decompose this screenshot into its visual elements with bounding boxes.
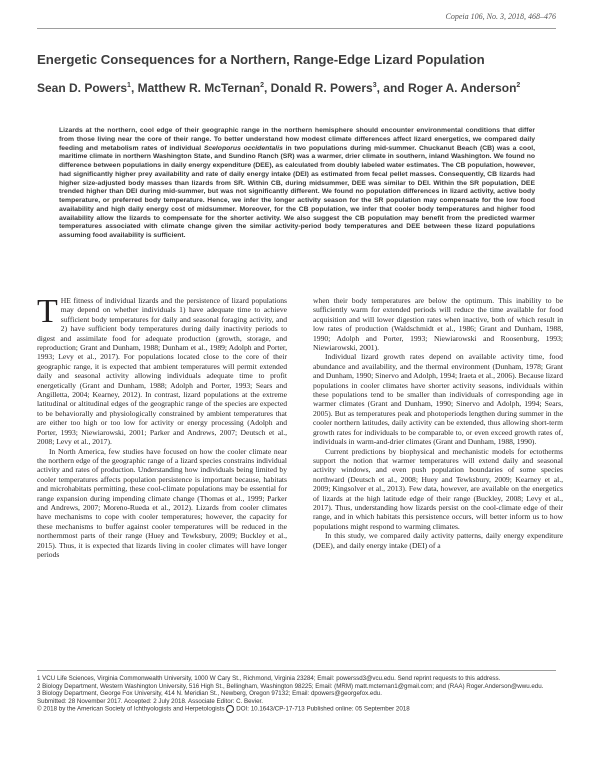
species-name: Sceloporus occidentalis xyxy=(203,144,283,152)
author-affiliation-mark: 3 xyxy=(372,82,377,89)
footnote-rule xyxy=(37,670,556,671)
copyright-text: © 2018 by the American Society of Ichthyologists and Herpetologists xyxy=(37,706,225,714)
affiliation-footnote: 3 Biology Department, George Fox University, 414 N. Meridian St., Newberg, Oregon 97132; Email: dpowers@georgefox.edu. xyxy=(37,690,382,698)
author-affiliation-mark: 2 xyxy=(260,82,264,89)
copyright-line xyxy=(37,705,557,713)
affiliation-footnote: 2 Biology Department, Western Washington University, 516 High St., Bellingham, Washington 98225; Email: (MRM) matt.mcternan1@gmail.com; and (RAA) Roger.Anderson@wwu.edu. xyxy=(37,682,544,690)
body-paragraph: In North America, few studies have focused on how the cooler climate near the northern edge of the geographic range of a lizard species constrains individual activity and rates of production. Understanding how individuals being limited by cooler temperatures affects population persistence is important because, habitats and microhabitats permitting, these cool-climate populations may be essential for range expansion during impending climate change (Thomas et al., 1999; Parker and Andrews, 2007; Moreno-Rueda et al., 2012). Lizards from cooler climates have mechanisms to cope with cooler temperatures; however, the capacity for these mechanisms to buffer against cooler temperatures will be reduced in the northernmost parts of their range (Huey and Tewksbury, 2009; Buckley et al., 2015). Thus, it is expected that lizards living in cooler climates will have longer periods xyxy=(37,446,287,559)
body-paragraph: In this study, we compared daily activity patterns, daily energy expenditure (DEE), and daily energy intake (DEI) of a xyxy=(313,531,563,550)
submission-dates: Submitted: 28 November 2017. Accepted: 2 July 2018. Associate Editor: C. Bevier. xyxy=(37,697,263,705)
author-list: Sean D. Powers$^1$, Matthew R. McTernan$^2$, Donald R. Powers$^3$, and Roger A. Anderson$^2$ xyxy=(37,81,521,95)
body-paragraph: Current predictions by biophysical and mechanistic models for ectotherms support the notion that warmer temperatures will extend daily and seasonal activity windows, and even push population boundaries of some species northward (Deutsch et al., 2008; Huey and Tewksbury, 2009; Kearney et al., 2009; Kingsolver et al., 2013). Few data, however, are available on the energetics of lizards at the high latitude edge of their range (Buckley, 2008; Levy et al., 2017). Thus, understanding how lizards persist on the cool-climate edge of their range, and in which habitats this persistence occurs, will better inform us to how populations might respond to warming climates. xyxy=(313,446,563,531)
body-paragraph: THE fitness of individual lizards and the persistence of lizard populations may depend on whether individuals 1) have adequate time to achieve sufficient body temperatures for daily and seasonal foraging activity, and 2) have sufficient body temperatures during daily inactivity periods to digest and assimilate food for adequate production (growth, storage, and reproduction; Grant and Dunham, 1988; Dunham et al., 1989; Adolph and Porter, 1993; Levy et al., 2017). For populations located close to the core of their geographic range, it is expected that ambient temperatures will permit extended daily and seasonal activity allowing individuals adequate time to profit energetically (Grant and Dunham, 1988; Adolph and Porter, 1993; Sears and Angilletta, 2004; Kearney, 2012). In contrast, lizard populations at the extreme latitudinal or altitudinal edges of the geographic range of the species are expected to be behaviorally and physiologically constrained by ambient temperatures that are either too high or too low for activity or energy processing (Adolph and Porter, 1993; Niewiarowski, 2001; Parker and Andrews, 2007; Deutsch et al., 2008; Levy et al., 2017). xyxy=(37,293,287,447)
body-column-right xyxy=(313,296,563,550)
author-name: Matthew R. McTernan xyxy=(137,81,261,95)
body-column-left xyxy=(37,293,287,559)
journal-citation: Copeia 106, No. 3, 2018, 468–476 xyxy=(445,12,556,21)
body-paragraph: Individual lizard growth rates depend on available activity time, food abundance and availability, and the thermal environment (Dunham, 1978; Grant and Dunham, 1990; Sinervo and Adolph, 1994; Iraeta et al., 2006). Because lizard populations in cooler climates have shorter activity seasons, individuals within these populations tend to be smaller than individuals of corresponding age in warmer climates (Grant and Dunham, 1990; Sinervo and Adolph, 1994; Sears, 2005). But as temperatures peak and photoperiods lengthen during summer in the cooler northern latitudes, daily activity can be extended, thus allowing short-term growth rates for individuals to be comparable to, or even exceed growth rates of, individuals in warm-and-drier climates (Grant and Dunham, 1988, 1990). xyxy=(313,352,563,447)
top-rule xyxy=(37,28,556,29)
author-name: Donald R. Powers xyxy=(270,81,373,95)
abstract: Lizards at the northern, cool edge of their geographic range in the northern hemisphere should encounter environmental conditions that differ from those living near the core of their range. To better understand how modest climate differences affect lizard energetics, we compared daily feeding and metabolism rates of individual Sceloporus occidentalis in two populations during mid-summer. Chuckanut Beach (CB) was a cool, maritime climate in northern Washington State, and Sundino Ranch (SR) was a warmer, drier climate in southern, inland Washington. We found no difference between populations in daily energy expenditure (DEE), as calculated from doubly labeled water estimates. The CB population, however, had significantly higher prey availability and rate of daily energy intake (DEI) as estimated from fecal pellet masses. Consequently, CB lizards had higher size-adjusted body masses than lizards from SR. Within CB, during midsummer, DEE was similar to DEI. Within the SR population, DEE trended higher than DEI during mid-summer, but was not significantly different. We found no population differences in lizard activity, active body temperature, or preferred body temperature. Hence, we infer the longer activity season for the SR population may compensate for the low food availability and high daily energy cost of midsummer. Moreover, for the CB population, we infer that cooler body temperatures and higher food availability allow the lizards to compensate for the shorter activity. We also suggest the CB population may benefit from the predicted warmer temperatures associated with climate change given the similar activity-period body temperatures and DEE between these lizard populations assuming food availability is sufficient. xyxy=(59,127,536,239)
author-affiliation-mark: 1 xyxy=(127,82,131,89)
author-affiliation-mark: 2 xyxy=(516,82,521,89)
body-paragraph: when their body temperatures are below the optimum. This inability to be sufficiently warm for extended periods will reduce the time available for food acquisition and will lower digestion rates when inactive, both of which result in low rates of production (Waldschmidt et al., 1986; Grant and Dunham, 1988, 1990; Adolph and Porter, 1993; Niewiarowski and Roosenburg, 1993; Niewiarowski, 2001). xyxy=(313,296,563,353)
author-name: Roger A. Anderson xyxy=(407,81,517,95)
affiliation-footnote: 1 VCU Life Sciences, Virginia Commonwealth University, 1000 W Cary St., Richmond, Virginia 23284; Email: powerssd3@vcu.edu. Send reprint requests to this address. xyxy=(37,675,501,682)
doi-link[interactable]: DOI: 10.1643/CP-17-713 Published online: 05 September 2018 xyxy=(236,706,410,714)
footnotes xyxy=(37,675,557,714)
author-name: Sean D. Powers xyxy=(37,81,128,95)
article-title: Energetic Consequences for a Northern, Range-Edge Lizard Population xyxy=(37,52,485,67)
open-access-icon xyxy=(226,705,234,713)
drop-cap: T xyxy=(37,293,58,330)
